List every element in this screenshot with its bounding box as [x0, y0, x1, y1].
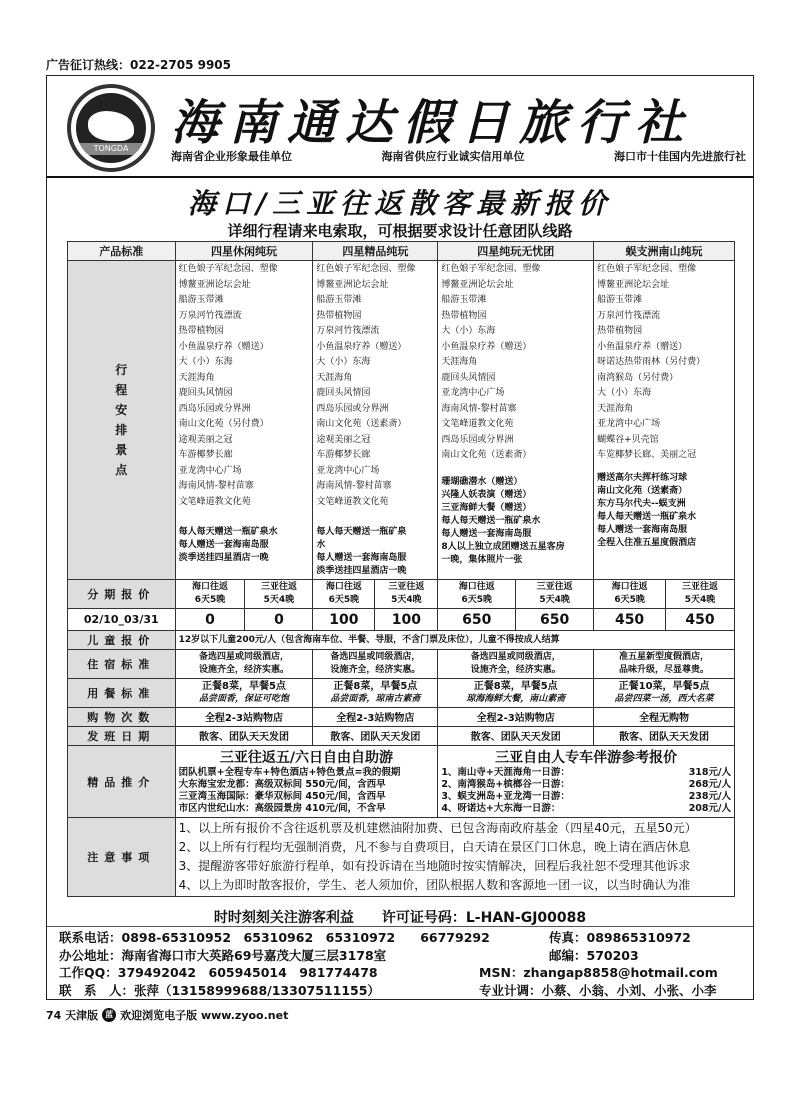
shop-4: 全程无购物 [594, 708, 735, 727]
itinerary-item: 海南风情-黎村苗寨 [316, 481, 392, 491]
depart-label: 发班日期 [68, 727, 176, 746]
period-h5: 海口往返 6天5晚 [438, 580, 516, 609]
child-text: 12岁以下儿童200元/人（包含海南车位、半餐、导服，不含门票及床位），儿童不得按成人结算 [175, 631, 734, 650]
period-h2: 三亚往返 5天4晚 [245, 580, 313, 609]
rec-left [175, 746, 438, 818]
itinerary-item: 车游椰梦长廊 [316, 450, 371, 460]
itinerary-item: 红色娘子军纪念园、塑像 [178, 264, 278, 274]
extra-item: 兴隆人妖表演（赠送） [441, 489, 532, 500]
itinerary-item: 小鱼温泉疗养（赠送） [441, 341, 532, 352]
note-label: 注意事项 [68, 818, 176, 897]
note-3: 3、提醒游客带好旅游行程单，如有投诉请在当地随时按实情解决，回程后我社恕不受理其他诉求 [178, 859, 691, 873]
advertisement-frame [46, 75, 754, 1000]
extra-item: 淡季送挂四星酒店一晚 [316, 566, 407, 576]
depart-2: 散客、团队天天发团 [313, 727, 438, 746]
product-1: 四星休闲纯玩 [175, 242, 313, 261]
extra-item: 每人每天赠送一瓶矿泉水 [597, 511, 697, 522]
rec-item: 2、南湾猴岛+槟榔谷一日游： 268元/人 [441, 779, 731, 790]
product-2: 四星精品纯玩 [313, 242, 438, 261]
note-4: 4、以上为即时散客报价，学生、老人须加价，团队根据人数和客源地一团一议，以当时确认为准 [178, 878, 691, 892]
period-h7: 海口往返 6天5晚 [594, 580, 666, 609]
itinerary-item: 西岛乐园或分界洲 [441, 434, 514, 445]
price-8: 450 [666, 609, 735, 631]
itinerary-item: 大（小）东海 [178, 357, 233, 367]
divider [47, 176, 753, 178]
motto-3: 海口市十佳国内先进旅行社 [614, 150, 746, 163]
price-5: 650 [438, 609, 516, 631]
extra-item: 每人每天赠送一瓶矿泉水 [441, 515, 541, 526]
itinerary-item: 蝴蝶谷+贝壳馆 [597, 434, 659, 445]
itinerary-item: 文笔峰道教文化苑 [178, 496, 251, 507]
child-label: 儿童报价 [68, 631, 176, 650]
itinerary-item: 红色娘子军纪念园、塑像 [441, 264, 541, 274]
itinerary-item: 博鳌亚洲论坛会址 [441, 279, 514, 290]
itinerary-item: 海南风情-黎村苗寨 [441, 403, 517, 414]
period-row [68, 580, 735, 609]
recommend-row [68, 746, 735, 818]
stay-row [68, 650, 735, 679]
rec-left-title: 三亚往返五/六日自由自助游 [219, 750, 393, 766]
badge-icon: 蓝 [102, 1008, 116, 1022]
company-name: 海南通达假日旅行社 [171, 95, 694, 151]
contact-qq: 工作QQ：379492042 605945014 981774478 [59, 965, 378, 980]
itinerary-item: 车游椰梦长廊 [178, 450, 233, 460]
contact-msn: MSN：zhangap8858@hotmail.com [479, 965, 718, 980]
itinerary-item: 南山文化苑（送素斋） [441, 450, 532, 460]
notes [175, 818, 734, 897]
period-h1: 海口往返 6天5晚 [175, 580, 245, 609]
itinerary-item: 船游玉带滩 [597, 295, 643, 305]
itinerary-item: 南湾猴岛（另付费） [597, 372, 679, 383]
extra-item: 赠送高尔夫挥杆练习球 [597, 472, 688, 483]
product-3: 四星纯玩无忧团 [438, 242, 594, 261]
logo-text: TONGDA [76, 143, 146, 155]
itinerary-item: 万泉河竹筏漂流 [597, 310, 661, 321]
notes-row [68, 818, 735, 897]
itinerary-item: 亚龙湾中心广场 [597, 419, 661, 429]
rec-item: 3、蜈支洲岛+亚龙湾一日游： 238元/人 [441, 791, 731, 802]
page-title: 海口/三亚往返散客最新报价 [187, 187, 613, 220]
price-2: 0 [245, 609, 313, 631]
itinerary-item: 红色娘子军纪念园、塑像 [316, 264, 416, 274]
stay-2: 备选四星或同级酒店， 设施齐全，经济实惠。 [313, 650, 438, 679]
itinerary-row [68, 261, 735, 580]
rec-right [438, 746, 735, 818]
itinerary-item: 船游玉带滩 [316, 295, 362, 305]
meal-1: 正餐8菜，早餐5点 品尝面香，保证可吃饱 [175, 679, 313, 708]
itinerary-item: 小鱼温泉疗养（赠送） [178, 341, 269, 352]
itinerary-item: 热带植物园 [316, 310, 362, 321]
note-1: 1、以上所有报价不含往返机票及机建燃油附加费、已包含海南政府基金（四星40元，五星50元） [178, 821, 697, 835]
extra-item: 珊瑚礁潜水（赠送） [441, 476, 523, 487]
shop-3: 全程2-3站购物店 [438, 708, 594, 727]
ad-hotline: 广告征订热线：022-2705 9905 [46, 58, 232, 72]
shop-1: 全程2-3站购物店 [175, 708, 313, 727]
itinerary-item: 文笔峰道教文化苑 [316, 496, 389, 507]
price-7: 450 [594, 609, 666, 631]
shop-row [68, 708, 735, 727]
depart-row [68, 727, 735, 746]
extra-item: 三亚海鲜大餐（赠送） [441, 502, 532, 513]
itinerary-item: 亚龙湾中心广场 [316, 465, 380, 476]
contact-block [59, 929, 743, 999]
rec-item: 1、南山寺+天涯海角一日游： 318元/人 [441, 767, 731, 778]
stay-3: 备选四星或同级酒店， 设施齐全，经济实惠。 [438, 650, 594, 679]
contact-person: 联 系 人：张萍（13158999688/13307511155） [59, 982, 380, 998]
price-3: 100 [313, 609, 375, 631]
price-4: 100 [375, 609, 438, 631]
itinerary-item: 文笔峰道教文化苑 [441, 419, 514, 429]
extra-item: 每人每天赠送一瓶矿泉 [316, 527, 407, 537]
rec-item: 市区内世纪山水：高级园景房 410元/间，不含早 [178, 803, 386, 814]
divider [47, 926, 753, 927]
itinerary-item: 博鳌亚洲论坛会址 [316, 279, 389, 290]
stay-label: 住宿标准 [68, 650, 176, 679]
rec-right-title: 三亚自由人专车伴游参考报价 [495, 750, 678, 766]
itinerary-item: 万泉河竹筏漂流 [316, 326, 380, 336]
itinerary-item: 南山文化苑（送素斋） [316, 419, 407, 429]
extra-item: 每人赠送一套海南岛服 [178, 540, 269, 550]
extra-item: 每人赠送一套海南岛服 [597, 524, 688, 535]
itinerary-item: 海南风情-黎村苗寨 [178, 481, 254, 491]
product-header-row [68, 242, 735, 261]
motto-1: 海南省企业形象最佳单位 [171, 150, 292, 163]
meal-4: 正餐10菜，早餐5点 品尝四菜一汤，西大名菜 [594, 679, 735, 708]
extra-item: 每人赠送一套海南岛服 [441, 528, 532, 539]
extra-item: 淡季送挂四星酒店一晚 [178, 553, 269, 563]
period-h6: 三亚往返 5天4晚 [516, 580, 594, 609]
note-2: 2、以上所有行程均无强制消费，凡不参与自费项目，白天请在景区门口休息，晚上请在酒店休息 [178, 840, 691, 854]
itinerary-item: 途观美丽之冠 [316, 434, 371, 445]
itinerary-col-2 [313, 261, 438, 580]
itinerary-item: 船游玉带滩 [441, 295, 487, 305]
motto-2: 海南省供应行业诚实信用单位 [381, 150, 525, 163]
itinerary-item: 大（小）东海 [441, 326, 496, 336]
child-row [68, 631, 735, 650]
meal-2: 正餐8菜，早餐5点 品尝面香，琼南古素斋 [313, 679, 438, 708]
itinerary-label: 行程安排景点 [68, 261, 176, 580]
shop-label: 购物次数 [68, 708, 176, 727]
company-mottos [171, 148, 746, 164]
itinerary-col-3 [438, 261, 594, 580]
rec-item: 大东海宝宏龙都：高级双标间 550元/间，含西早 [178, 779, 386, 790]
stay-1: 备选四星或同级酒店， 设施齐全，经济实惠。 [175, 650, 313, 679]
itinerary-item: 天涯海角 [178, 372, 215, 383]
contact-zip: 邮编：570203 [549, 947, 639, 963]
extra-item: 南山文化苑（送素斋） [597, 485, 688, 496]
extra-item: 全程入住准五星度假酒店 [597, 537, 697, 548]
contact-phone: 联系电话：0898-65310952 65310962 65310972 66779292 [59, 930, 490, 945]
license-line: 时时刻刻关注游客利益 许可证号码：L-HAN-GJ00088 [213, 910, 587, 926]
meal-label: 用餐标准 [68, 679, 176, 708]
itinerary-item: 呀诺达热带雨林（另付费） [597, 357, 706, 367]
itinerary-item: 亚龙湾中心广场 [178, 465, 242, 476]
page-footer [46, 1007, 288, 1023]
stay-4: 准五星新型度假酒店， 品味升级，尽显尊贵。 [594, 650, 735, 679]
price-row [68, 609, 735, 631]
itinerary-item: 天涯海角 [441, 357, 478, 367]
product-4: 蜈支洲南山纯玩 [594, 242, 735, 261]
extra-item: 东方马尔代夫--蜈支洲 [597, 498, 686, 509]
period-h3: 海口往返 6天5晚 [313, 580, 375, 609]
itinerary-item: 小鱼温泉疗养（赠送） [597, 341, 688, 352]
depart-1: 散客、团队天天发团 [175, 727, 313, 746]
rec-label: 精品推介 [68, 746, 176, 818]
itinerary-item: 船游玉带滩 [178, 295, 224, 305]
extra-item: 每人每天赠送一瓶矿泉水 [178, 527, 278, 537]
itinerary-item: 小鱼温泉疗养（赠送） [316, 341, 407, 352]
itinerary-col-4 [594, 261, 735, 580]
rec-item: 三亚湾玉海国际：豪华双标间 450元/间，含西早 [178, 791, 386, 802]
itinerary-item: 亚龙湾中心广场 [441, 388, 505, 398]
itinerary-item: 天涯海角 [316, 372, 353, 383]
price-1: 0 [175, 609, 245, 631]
horse-icon [88, 111, 134, 141]
extra-item: 8人以上独立成团赠送五星客房 [441, 541, 565, 552]
depart-3: 散客、团队天天发团 [438, 727, 594, 746]
page-number: 74 天津版 [46, 1009, 99, 1022]
itinerary-item: 大（小）东海 [597, 388, 652, 398]
contact-planners: 专业计调：小蔡、小翁、小刘、小张、小李 [479, 982, 717, 998]
itinerary-item: 热带植物园 [597, 326, 643, 336]
rec-item: 团队机票+全程专车+特色酒店+特色景点=我的假期 [178, 767, 401, 778]
period-h8: 三亚往返 5天4晚 [666, 580, 735, 609]
shop-2: 全程2-3站购物店 [313, 708, 438, 727]
date-range: 02/10_03/31 [68, 609, 176, 631]
extra-item: 一晚，集体照片一张 [441, 554, 523, 565]
itinerary-item: 西岛乐园或分界洲 [316, 403, 389, 414]
company-logo [67, 84, 155, 172]
footer-text: 欢迎浏览电子版 www.zyoo.net [120, 1009, 289, 1022]
itinerary-item: 天涯海角 [597, 403, 634, 414]
itinerary-item: 大（小）东海 [316, 357, 371, 367]
itinerary-item: 热带植物园 [178, 326, 224, 336]
itinerary-col-1 [175, 261, 313, 580]
itinerary-item: 万泉河竹筏漂流 [178, 310, 242, 321]
itinerary-item: 热带植物园 [441, 310, 487, 321]
extra-item: 水 [316, 540, 326, 550]
itinerary-item: 鹿回头风情园 [178, 388, 233, 398]
itinerary-item: 博鳌亚洲论坛会址 [597, 279, 670, 290]
page-subtitle: 详细行程请来电索取，可根据要求设计任意团队线路 [227, 222, 573, 240]
itinerary-item: 西岛乐园或分界洲 [178, 403, 251, 414]
itinerary-item: 鹿回头风情园 [441, 372, 496, 383]
itinerary-item: 博鳌亚洲论坛会址 [178, 279, 251, 290]
itinerary-item: 红色娘子军纪念园、塑像 [597, 264, 697, 274]
contact-address: 办公地址：海南省海口市大英路69号嘉茂大厦三层3178室 [59, 947, 387, 963]
meal-row [68, 679, 735, 708]
extra-item: 每人赠送一套海南岛服 [316, 553, 407, 563]
itinerary-item: 途观美丽之冠 [178, 434, 233, 445]
period-label: 分期报价 [68, 580, 176, 609]
depart-4: 散客、团队天天发团 [594, 727, 735, 746]
meal-3: 正餐8菜，早餐5点 琼海海鲜大餐，南山素斋 [438, 679, 594, 708]
rec-item: 4、呀诺达+大东海一日游： 208元/人 [441, 803, 731, 814]
period-h4: 三亚往返 5天4晚 [375, 580, 438, 609]
itinerary-item: 鹿回头风情园 [316, 388, 371, 398]
price-6: 650 [516, 609, 594, 631]
itinerary-item: 南山文化苑（另付费） [178, 419, 269, 429]
price-table [67, 241, 735, 897]
col-header: 产品标准 [68, 242, 176, 261]
contact-fax: 传真：089865310972 [549, 930, 691, 945]
itinerary-item: 车览椰梦长廊、美丽之冠 [597, 450, 697, 460]
